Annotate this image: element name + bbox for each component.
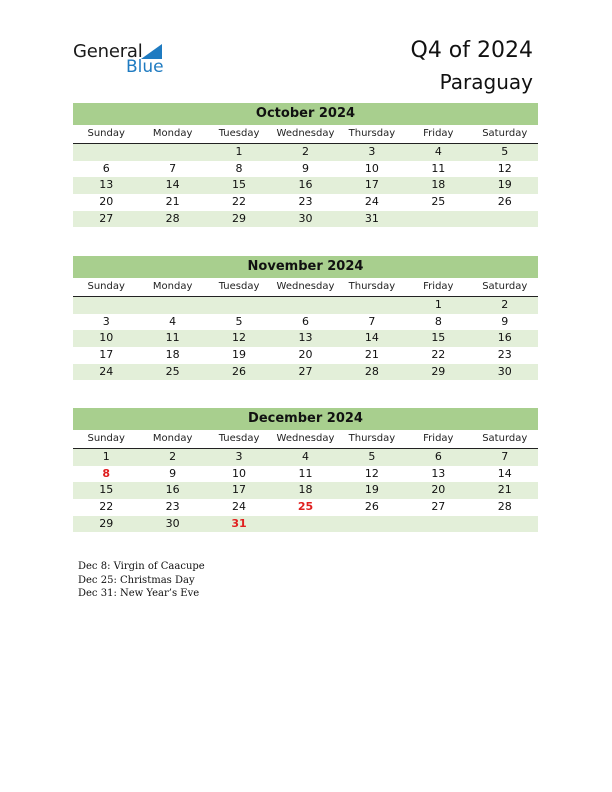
- generalblue-logo: [73, 41, 183, 81]
- week-row: [73, 144, 538, 161]
- day-cell: 31: [364, 211, 379, 225]
- weekday-label: Sunday: [87, 281, 125, 292]
- day-cell: 24: [364, 195, 379, 209]
- day-cell: 29: [99, 516, 114, 530]
- day-cell: 9: [169, 466, 177, 480]
- day-cell: 27: [298, 364, 313, 378]
- day-cell: 4: [301, 450, 309, 463]
- day-cell: 4: [169, 314, 177, 328]
- holiday-day-cell: 8: [102, 466, 111, 480]
- day-cell: 30: [497, 364, 512, 378]
- day-cell: 5: [235, 314, 243, 328]
- week-row: [73, 330, 538, 347]
- month-title: November 2024: [73, 256, 538, 278]
- day-cell: [472, 211, 538, 228]
- day-cell: 16: [298, 178, 313, 192]
- day-cell: 27: [431, 500, 446, 514]
- day-cell: 17: [364, 178, 379, 192]
- day-cell: 17: [99, 348, 114, 362]
- week-row: [73, 161, 538, 178]
- logo-blue-text: Blue: [126, 57, 164, 77]
- day-cell: [139, 144, 205, 161]
- day-cell: 6: [434, 450, 442, 463]
- day-cell: 20: [298, 348, 313, 362]
- day-cell: 4: [434, 145, 442, 158]
- day-cell: 24: [232, 500, 247, 514]
- day-cell: 20: [431, 483, 446, 497]
- day-cell: 2: [501, 298, 509, 311]
- day-cell: 13: [99, 178, 114, 192]
- day-cell: [73, 144, 139, 161]
- month-title: December 2024: [73, 408, 538, 430]
- day-cell: [139, 297, 205, 314]
- day-cell: [472, 516, 538, 533]
- day-cell: 8: [434, 314, 442, 328]
- page-title: Q4 of 2024: [410, 38, 533, 63]
- day-cell: 18: [431, 178, 446, 192]
- day-cell: 7: [501, 450, 509, 463]
- day-cell: 24: [99, 364, 114, 378]
- week-row: [73, 194, 538, 211]
- day-cell: 22: [232, 195, 247, 209]
- weekday-label: Monday: [152, 128, 193, 139]
- day-cell: 22: [99, 500, 114, 514]
- weekday-label: Tuesday: [218, 281, 260, 292]
- weekday-label: Sunday: [87, 433, 125, 444]
- day-cell: 10: [232, 466, 247, 480]
- day-cell: 9: [301, 161, 309, 175]
- day-cell: 12: [232, 331, 247, 345]
- day-cell: 1: [102, 450, 110, 463]
- day-cell: 2: [169, 450, 177, 463]
- week-row: [73, 177, 538, 194]
- day-cell: 20: [99, 195, 114, 209]
- weekday-header-row: [73, 125, 538, 144]
- weekday-header-row: [73, 430, 538, 449]
- month-november: [73, 256, 538, 380]
- week-row: [73, 482, 538, 499]
- week-row: [73, 347, 538, 364]
- day-cell: 5: [368, 450, 376, 463]
- weekday-header-row: [73, 278, 538, 297]
- day-cell: [405, 211, 471, 228]
- month-december: [73, 408, 538, 532]
- weekday-label: Friday: [423, 433, 454, 444]
- day-cell: 10: [364, 161, 379, 175]
- weekday-label: Thursday: [348, 281, 396, 292]
- day-cell: 12: [497, 161, 512, 175]
- holiday-notes: [78, 560, 205, 601]
- day-cell: 19: [497, 178, 512, 192]
- day-cell: 28: [497, 500, 512, 514]
- day-cell: 19: [364, 483, 379, 497]
- holiday-day-cell: 31: [231, 516, 247, 530]
- holiday-note: Dec 25: Christmas Day: [78, 574, 195, 586]
- weekday-label: Tuesday: [218, 433, 260, 444]
- holiday-day-cell: 25: [297, 500, 314, 514]
- day-cell: [405, 516, 471, 533]
- day-cell: 21: [165, 195, 180, 209]
- day-cell: 11: [165, 331, 180, 345]
- day-cell: 14: [165, 178, 180, 192]
- day-cell: 29: [431, 364, 446, 378]
- day-cell: 23: [298, 195, 313, 209]
- day-cell: [206, 297, 272, 314]
- weekday-label: Monday: [152, 281, 193, 292]
- day-cell: 7: [368, 314, 376, 328]
- weekday-label: Sunday: [87, 128, 125, 139]
- day-cell: 6: [102, 161, 110, 175]
- day-cell: 3: [102, 314, 110, 328]
- week-row: [73, 449, 538, 466]
- weekday-label: Wednesday: [276, 433, 335, 444]
- day-cell: 3: [368, 145, 376, 158]
- day-cell: 15: [232, 178, 247, 192]
- weekday-label: Saturday: [482, 281, 528, 292]
- week-row: [73, 516, 538, 533]
- day-cell: 13: [431, 466, 446, 480]
- weekday-label: Thursday: [348, 128, 396, 139]
- holiday-note: Dec 31: New Year’s Eve: [78, 588, 200, 599]
- weekday-label: Friday: [423, 281, 454, 292]
- day-cell: 19: [232, 348, 247, 362]
- logo-general-text: General: [73, 41, 143, 62]
- weekday-label: Wednesday: [276, 281, 335, 292]
- weekday-label: Wednesday: [276, 128, 335, 139]
- day-cell: 26: [364, 500, 379, 514]
- day-cell: 29: [232, 211, 247, 225]
- holiday-note: Dec 8: Virgin of Caacupe: [78, 561, 205, 572]
- day-cell: 6: [301, 314, 309, 328]
- day-cell: 18: [298, 483, 313, 497]
- week-row: [73, 314, 538, 331]
- week-row: [73, 211, 538, 228]
- day-cell: 16: [497, 331, 512, 345]
- day-cell: 23: [165, 500, 180, 514]
- day-cell: 25: [431, 195, 446, 209]
- day-cell: 7: [169, 161, 177, 175]
- day-cell: 28: [364, 364, 379, 378]
- week-row: [73, 364, 538, 381]
- week-row: [73, 466, 538, 483]
- day-cell: [339, 297, 405, 314]
- day-cell: [272, 516, 338, 533]
- day-cell: 26: [232, 364, 247, 378]
- day-cell: 15: [99, 483, 114, 497]
- day-cell: 28: [165, 211, 180, 225]
- month-october: [73, 103, 538, 227]
- weekday-label: Saturday: [482, 433, 528, 444]
- day-cell: 30: [298, 211, 313, 225]
- day-cell: 15: [431, 331, 446, 345]
- day-cell: 25: [165, 364, 180, 378]
- day-cell: 22: [431, 348, 446, 362]
- day-cell: 14: [364, 331, 379, 345]
- day-cell: 21: [364, 348, 379, 362]
- day-cell: 1: [235, 145, 243, 158]
- weekday-label: Thursday: [348, 433, 396, 444]
- day-cell: 13: [298, 331, 313, 345]
- day-cell: 17: [232, 483, 247, 497]
- day-cell: [339, 516, 405, 533]
- day-cell: 5: [501, 145, 509, 158]
- weekday-label: Tuesday: [218, 128, 260, 139]
- country-name: Paraguay: [439, 70, 533, 94]
- day-cell: 10: [99, 331, 114, 345]
- day-cell: 30: [165, 516, 180, 530]
- day-cell: 14: [497, 466, 512, 480]
- day-cell: [272, 297, 338, 314]
- day-cell: 11: [298, 466, 313, 480]
- day-cell: 8: [235, 161, 243, 175]
- day-cell: 18: [165, 348, 180, 362]
- weekday-label: Monday: [152, 433, 193, 444]
- day-cell: 1: [434, 298, 442, 311]
- day-cell: 9: [501, 314, 509, 328]
- day-cell: 3: [235, 450, 243, 463]
- day-cell: 16: [165, 483, 180, 497]
- weekday-label: Friday: [423, 128, 454, 139]
- day-cell: 12: [364, 466, 379, 480]
- day-cell: [73, 297, 139, 314]
- day-cell: 11: [431, 161, 446, 175]
- day-cell: 2: [301, 145, 309, 158]
- weekday-label: Saturday: [482, 128, 528, 139]
- week-row: [73, 297, 538, 314]
- month-title: October 2024: [73, 103, 538, 125]
- day-cell: 23: [497, 348, 512, 362]
- day-cell: 27: [99, 211, 114, 225]
- week-row: [73, 499, 538, 516]
- day-cell: 21: [497, 483, 512, 497]
- day-cell: 26: [497, 195, 512, 209]
